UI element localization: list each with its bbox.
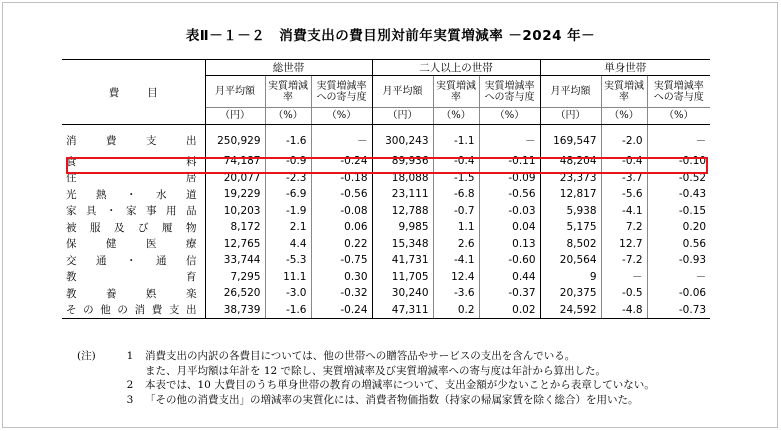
table-cell: 300,243 xyxy=(372,133,433,150)
table-cell: － xyxy=(647,269,710,286)
note-number: 1 xyxy=(126,350,134,362)
table-cell: 1.1 xyxy=(433,219,479,236)
table-cell: -0.10 xyxy=(647,153,710,170)
table-cell: -0.5 xyxy=(601,285,647,302)
table-cell: -3.0 xyxy=(265,285,311,302)
sub-header-unit-0-0: （円） xyxy=(205,108,265,125)
table-row xyxy=(62,302,710,319)
note-text: 本表では、10 大費目のうち単身世帯の教育の増減率について、支出金額が少ないことから表章していない。 xyxy=(145,379,655,391)
table-cell: 20,077 xyxy=(205,170,265,187)
sub-header-unit-0-1: （%） xyxy=(265,108,311,125)
table-cell: 23,111 xyxy=(372,186,433,203)
sub-header-unit-2-0: （円） xyxy=(540,108,601,125)
table-cell: 0.44 xyxy=(479,269,540,286)
row-label: 消費支出 xyxy=(66,135,197,148)
note-text: 消費支出の内訳の各費目については、他の世帯への贈答品やサービスの支出を含んでいる。 xyxy=(145,350,576,362)
table-cell: -0.4 xyxy=(433,153,479,170)
row-label: 家具・家事用品 xyxy=(66,205,197,218)
note-number: 2 xyxy=(126,379,134,391)
table-cell: 12,765 xyxy=(205,236,265,253)
table-cell: 41,731 xyxy=(372,252,433,269)
table-cell: 0.13 xyxy=(479,236,540,253)
row-label: 被服及び履物 xyxy=(66,221,197,234)
spacer-cell xyxy=(479,125,540,133)
sub-header-unit-1-1: （%） xyxy=(433,108,479,125)
table-cell: 11,705 xyxy=(372,269,433,286)
table-cell: 12.4 xyxy=(433,269,479,286)
table-cell: -0.32 xyxy=(311,285,372,302)
expenditure-table xyxy=(62,59,710,319)
table-cell: 0.06 xyxy=(311,219,372,236)
table-cell: -0.15 xyxy=(647,203,710,220)
sub-header-unit-2-2: （%） xyxy=(647,108,710,125)
table-cell: － xyxy=(601,269,647,286)
table-cell: 0.22 xyxy=(311,236,372,253)
table-cell: -0.7 xyxy=(433,203,479,220)
table-cell: 10,203 xyxy=(205,203,265,220)
table-cell: 8,502 xyxy=(540,236,601,253)
table-cell: -0.06 xyxy=(647,285,710,302)
table-cell: 0.56 xyxy=(647,236,710,253)
note-label xyxy=(77,393,115,408)
table-cell: -3.6 xyxy=(433,285,479,302)
spacer-cell xyxy=(62,125,205,133)
table-cell: 33,744 xyxy=(205,252,265,269)
table-cell: -0.4 xyxy=(601,153,647,170)
table-cell: 9 xyxy=(540,269,601,286)
table-cell: -0.08 xyxy=(311,203,372,220)
row-label: その他の消費支出 xyxy=(62,302,205,319)
item-column-header: 費目 xyxy=(62,60,205,125)
row-label: 交通・通信 xyxy=(66,254,197,267)
row-label: 保健医療 xyxy=(66,238,197,251)
spacer-cell xyxy=(311,125,372,133)
note-line xyxy=(77,364,655,379)
spacer-cell xyxy=(433,125,479,133)
table-cell: -1.1 xyxy=(433,133,479,150)
table-cell: 18,088 xyxy=(372,170,433,187)
table-cell: 0.2 xyxy=(433,302,479,319)
table-cell: -1.5 xyxy=(433,170,479,187)
sub-header-0-0: 月平均額 xyxy=(205,76,265,108)
sub-header-unit-1-0: （円） xyxy=(372,108,433,125)
note-line xyxy=(77,393,655,408)
sub-header-unit-2-1: （%） xyxy=(601,108,647,125)
table-cell: 0.20 xyxy=(647,219,710,236)
sub-header-1-0: 月平均額 xyxy=(372,76,433,108)
table-cell: 11.1 xyxy=(265,269,311,286)
table-cell: 89,936 xyxy=(372,153,433,170)
table-cell: -1.6 xyxy=(265,133,311,150)
row-label: 住居 xyxy=(66,172,197,185)
note-label xyxy=(77,378,115,393)
table-cell: -0.75 xyxy=(311,252,372,269)
table-cell: 19,229 xyxy=(205,186,265,203)
table-cell: -4.1 xyxy=(433,252,479,269)
note-text: また、月平均額は年計を 12 で除し、実質増減率及び実質増減率への寄与度は年計から算出した。 xyxy=(145,364,607,377)
row-label: 食料 xyxy=(66,155,197,168)
note-line xyxy=(77,378,655,393)
sub-header-unit-0-2: （%） xyxy=(311,108,372,125)
table-cell: -0.11 xyxy=(479,153,540,170)
table-cell: 5,175 xyxy=(540,219,601,236)
table-cell: -2.3 xyxy=(265,170,311,187)
table-cell: -0.09 xyxy=(479,170,540,187)
spacer-cell xyxy=(372,125,433,133)
table-cell: 12,817 xyxy=(540,186,601,203)
row-label: 光熱・水道 xyxy=(66,188,197,201)
table-cell: -0.9 xyxy=(265,153,311,170)
note-label: (注) xyxy=(77,350,96,362)
table-cell: 5,938 xyxy=(540,203,601,220)
spacer-cell xyxy=(540,125,601,133)
table-cell: － xyxy=(479,133,540,150)
sub-header-1-1: 実質増減率 xyxy=(433,76,479,108)
highlight-box-food-row xyxy=(66,157,708,174)
table-cell: 48,204 xyxy=(540,153,601,170)
table-cell: -4.1 xyxy=(601,203,647,220)
table-cell: 30,240 xyxy=(372,285,433,302)
table-cell: -0.60 xyxy=(479,252,540,269)
table-cell: 20,375 xyxy=(540,285,601,302)
group-header-two-plus: 二人以上の世帯 xyxy=(372,60,540,76)
table-row xyxy=(62,285,710,302)
table-cell: 250,929 xyxy=(205,133,265,150)
table-cell: 26,520 xyxy=(205,285,265,302)
spacer-cell xyxy=(647,125,710,133)
table-cell: 8,172 xyxy=(205,219,265,236)
table-cell: -0.24 xyxy=(311,153,372,170)
table-cell: 23,373 xyxy=(540,170,601,187)
sub-header-0-1: 実質増減率 xyxy=(265,76,311,108)
table-cell: 0.02 xyxy=(479,302,540,319)
notes-section xyxy=(77,349,655,407)
table-row xyxy=(62,236,710,253)
table-cell: -0.52 xyxy=(647,170,710,187)
table-cell: -1.9 xyxy=(265,203,311,220)
spacer-cell xyxy=(601,125,647,133)
sub-header-2-1: 実質増減率 xyxy=(601,76,647,108)
sub-header-unit-1-2: （%） xyxy=(479,108,540,125)
table-cell: -0.56 xyxy=(311,186,372,203)
spacer-cell xyxy=(265,125,311,133)
table-title: 表Ⅱ－１－２ 消費支出の費目別対前年実質増減率 －2024 年－ xyxy=(185,28,596,44)
note-label xyxy=(77,364,115,379)
table-cell: -6.9 xyxy=(265,186,311,203)
table-cell: 38,739 xyxy=(205,302,265,319)
table-cell: 0.30 xyxy=(311,269,372,286)
table-cell: -0.03 xyxy=(479,203,540,220)
table-cell: -5.3 xyxy=(265,252,311,269)
table-cell: 0.04 xyxy=(479,219,540,236)
table-cell: -1.6 xyxy=(265,302,311,319)
table-cell: 2.1 xyxy=(265,219,311,236)
table-cell: -5.6 xyxy=(601,186,647,203)
row-label: 教育 xyxy=(66,271,197,284)
sub-header-0-2: 実質増減率への寄与度 xyxy=(311,76,372,108)
table-cell: -6.8 xyxy=(433,186,479,203)
table-cell: － xyxy=(647,133,710,150)
table-cell: 9,985 xyxy=(372,219,433,236)
group-header-all: 総世帯 xyxy=(205,60,372,76)
table-cell: -2.0 xyxy=(601,133,647,150)
table-cell: 12.7 xyxy=(601,236,647,253)
note-line xyxy=(77,349,655,364)
table-cell: -4.8 xyxy=(601,302,647,319)
table-cell: 7,295 xyxy=(205,269,265,286)
note-number: 3 xyxy=(126,393,134,406)
table-cell: 47,311 xyxy=(372,302,433,319)
table-cell: -3.7 xyxy=(601,170,647,187)
table-cell: 7.2 xyxy=(601,219,647,236)
table-cell: 20,564 xyxy=(540,252,601,269)
table-cell: 12,788 xyxy=(372,203,433,220)
table-cell: -0.73 xyxy=(647,302,710,319)
table-cell: 2.6 xyxy=(433,236,479,253)
table-row xyxy=(62,219,710,236)
table-row xyxy=(62,203,710,220)
table-cell: 169,547 xyxy=(540,133,601,150)
table-cell: -0.37 xyxy=(479,285,540,302)
group-header-single: 単身世帯 xyxy=(540,60,710,76)
sub-header-2-2: 実質増減率への寄与度 xyxy=(647,76,710,108)
table-row xyxy=(62,133,710,150)
sub-header-2-0: 月平均額 xyxy=(540,76,601,108)
table-cell: -0.18 xyxy=(311,170,372,187)
table-cell: -0.24 xyxy=(311,302,372,319)
table-cell: 15,348 xyxy=(372,236,433,253)
table-cell: 4.4 xyxy=(265,236,311,253)
table-cell: -0.56 xyxy=(479,186,540,203)
table-cell: -7.2 xyxy=(601,252,647,269)
table-row xyxy=(62,252,710,269)
table-cell: -0.43 xyxy=(647,186,710,203)
table-row xyxy=(62,186,710,203)
sub-header-1-2: 実質増減率への寄与度 xyxy=(479,76,540,108)
table-cell: -0.93 xyxy=(647,252,710,269)
table-cell: 74,187 xyxy=(205,153,265,170)
table-cell: 24,592 xyxy=(540,302,601,319)
note-number xyxy=(115,364,145,379)
table-cell: － xyxy=(311,133,372,150)
table-row xyxy=(62,269,710,286)
note-text: 「その他の消費支出」の増減率の実質化には、消費者物価指数（持家の帰属家賃を除く総合）を用いた。 xyxy=(145,393,639,406)
row-label: 教養娯楽 xyxy=(66,287,197,300)
spacer-cell xyxy=(205,125,265,133)
